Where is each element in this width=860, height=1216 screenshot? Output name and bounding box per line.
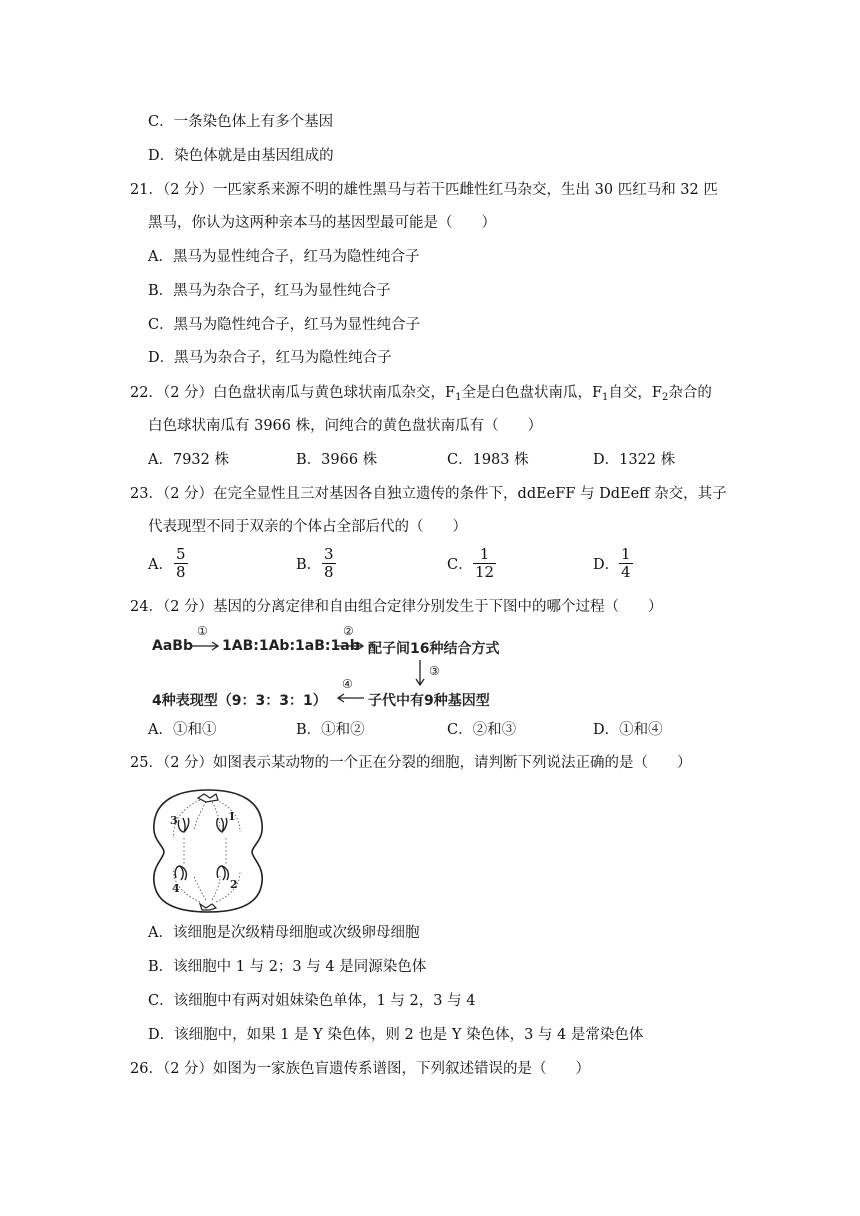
chromosome-label-3: 3 bbox=[170, 814, 178, 827]
q24-stem: 24．（2 分）基因的分离定律和自由组合定律分别发生于下图中的哪个过程（ ） bbox=[130, 599, 663, 615]
q22-option-b: B．3966 株 bbox=[296, 452, 378, 468]
flow-phenotypes: 4种表现型（9：3：3：1） bbox=[152, 693, 327, 709]
q23-option-a-fraction: 5 8 bbox=[176, 545, 186, 581]
q21-option-d: D．黑马为杂合子，红马为隐性纯合子 bbox=[148, 350, 392, 366]
flow-step-3-label: ③ bbox=[429, 664, 440, 678]
q22-option-a: A．7932 株 bbox=[148, 452, 229, 468]
q23-stem-line1: 23．（2 分）在完全显性且三对基因各自独立遗传的条件下，ddEeFF 与 DdEeff 杂交，其子 bbox=[130, 486, 727, 502]
chromosome-label-2: 2 bbox=[230, 878, 238, 891]
q22-option-c: C．1983 株 bbox=[447, 452, 529, 468]
q22-stem-line2: 白色球状南瓜有 3966 株，问纯合的黄色盘状南瓜有（ ） bbox=[148, 418, 543, 434]
arrow-left-icon bbox=[335, 692, 365, 704]
flow-step-1-label: ① bbox=[197, 624, 208, 638]
q25-option-d: D．该细胞中，如果 1 是 Y 染色体，则 2 也是 Y 染色体，3 与 4 是常染色体 bbox=[148, 1027, 644, 1043]
q20-option-d: D．染色体就是由基因组成的 bbox=[148, 148, 334, 164]
flow-gamete-combinations: 配子间16种结合方式 bbox=[368, 641, 500, 657]
q22-stem-line1: 22．（2 分）白色盘状南瓜与黄色球状南瓜杂交，$F_1$全是白色盘状南瓜，$F_1$自交，$F_2$杂合的 bbox=[130, 385, 712, 403]
arrow-down-icon bbox=[414, 659, 426, 687]
chromosome-label-1: 1 bbox=[228, 810, 236, 823]
flow-step-4-label: ④ bbox=[342, 677, 353, 691]
q24-option-d: D．①和④ bbox=[593, 722, 663, 738]
q26-stem: 26．（2 分）如图为一家族色盲遗传系谱图，下列叙述错误的是（ ） bbox=[130, 1061, 591, 1077]
arrow-right-icon bbox=[191, 640, 221, 652]
q25-option-a: A．该细胞是次级精母细胞或次级卵母细胞 bbox=[148, 925, 420, 941]
q23-option-d-fraction: 1 4 bbox=[621, 545, 631, 581]
flow-offspring-genotypes: 子代中有9种基因型 bbox=[368, 693, 490, 709]
q24-option-a: A．①和① bbox=[148, 722, 217, 738]
q25-option-c: C．该细胞中有两对姐妹染色单体，1 与 2，3 与 4 bbox=[148, 993, 476, 1009]
q23-option-d-label: D． bbox=[593, 557, 620, 573]
q24-option-c: C．②和③ bbox=[447, 722, 517, 738]
q21-stem-line1: 21．（2 分）一匹家系来源不明的雄性黑马与若干匹雌性红马杂交，生出 30 匹红马和 32 匹 bbox=[130, 182, 718, 198]
q20-option-c: C．一条染色体上有多个基因 bbox=[148, 114, 334, 130]
q25-option-b: B．该细胞中 1 与 2；3 与 4 是同源染色体 bbox=[148, 959, 427, 975]
chromosome-label-4: 4 bbox=[172, 882, 180, 895]
flow-gametes: 1AB:1Ab:1aB:1ab bbox=[222, 638, 360, 654]
q21-option-c: C．黑马为隐性纯合子，红马为显性纯合子 bbox=[148, 317, 421, 333]
q23-stem-line2: 代表现型不同于双亲的个体占全部后代的（ ） bbox=[148, 519, 467, 535]
q21-option-b: B．黑马为杂合子，红马为显性纯合子 bbox=[148, 283, 391, 299]
dividing-cell-diagram bbox=[148, 786, 268, 916]
q25-stem: 25．（2 分）如图表示某动物的一个正在分裂的细胞，请判断下列说法正确的是（ ） bbox=[130, 755, 692, 771]
flow-genotype-aabb: AaBb bbox=[152, 638, 193, 654]
q23-option-c-fraction: 1 12 bbox=[475, 545, 495, 581]
q23-option-b-fraction: 3 8 bbox=[324, 545, 334, 581]
q22-option-d: D．1322 株 bbox=[593, 452, 676, 468]
q23-option-b-label: B． bbox=[296, 557, 322, 573]
q21-option-a: A．黑马为显性纯合子，红马为隐性纯合子 bbox=[148, 249, 420, 265]
q23-option-c-label: C． bbox=[447, 557, 473, 573]
arrow-right-icon bbox=[336, 640, 366, 652]
q23-option-a-label: A． bbox=[148, 557, 173, 573]
flow-step-2-label: ② bbox=[343, 624, 354, 638]
q21-stem-line2: 黑马，你认为这两种亲本马的基因型最可能是（ ） bbox=[148, 215, 496, 231]
q24-option-b: B．①和② bbox=[296, 722, 365, 738]
